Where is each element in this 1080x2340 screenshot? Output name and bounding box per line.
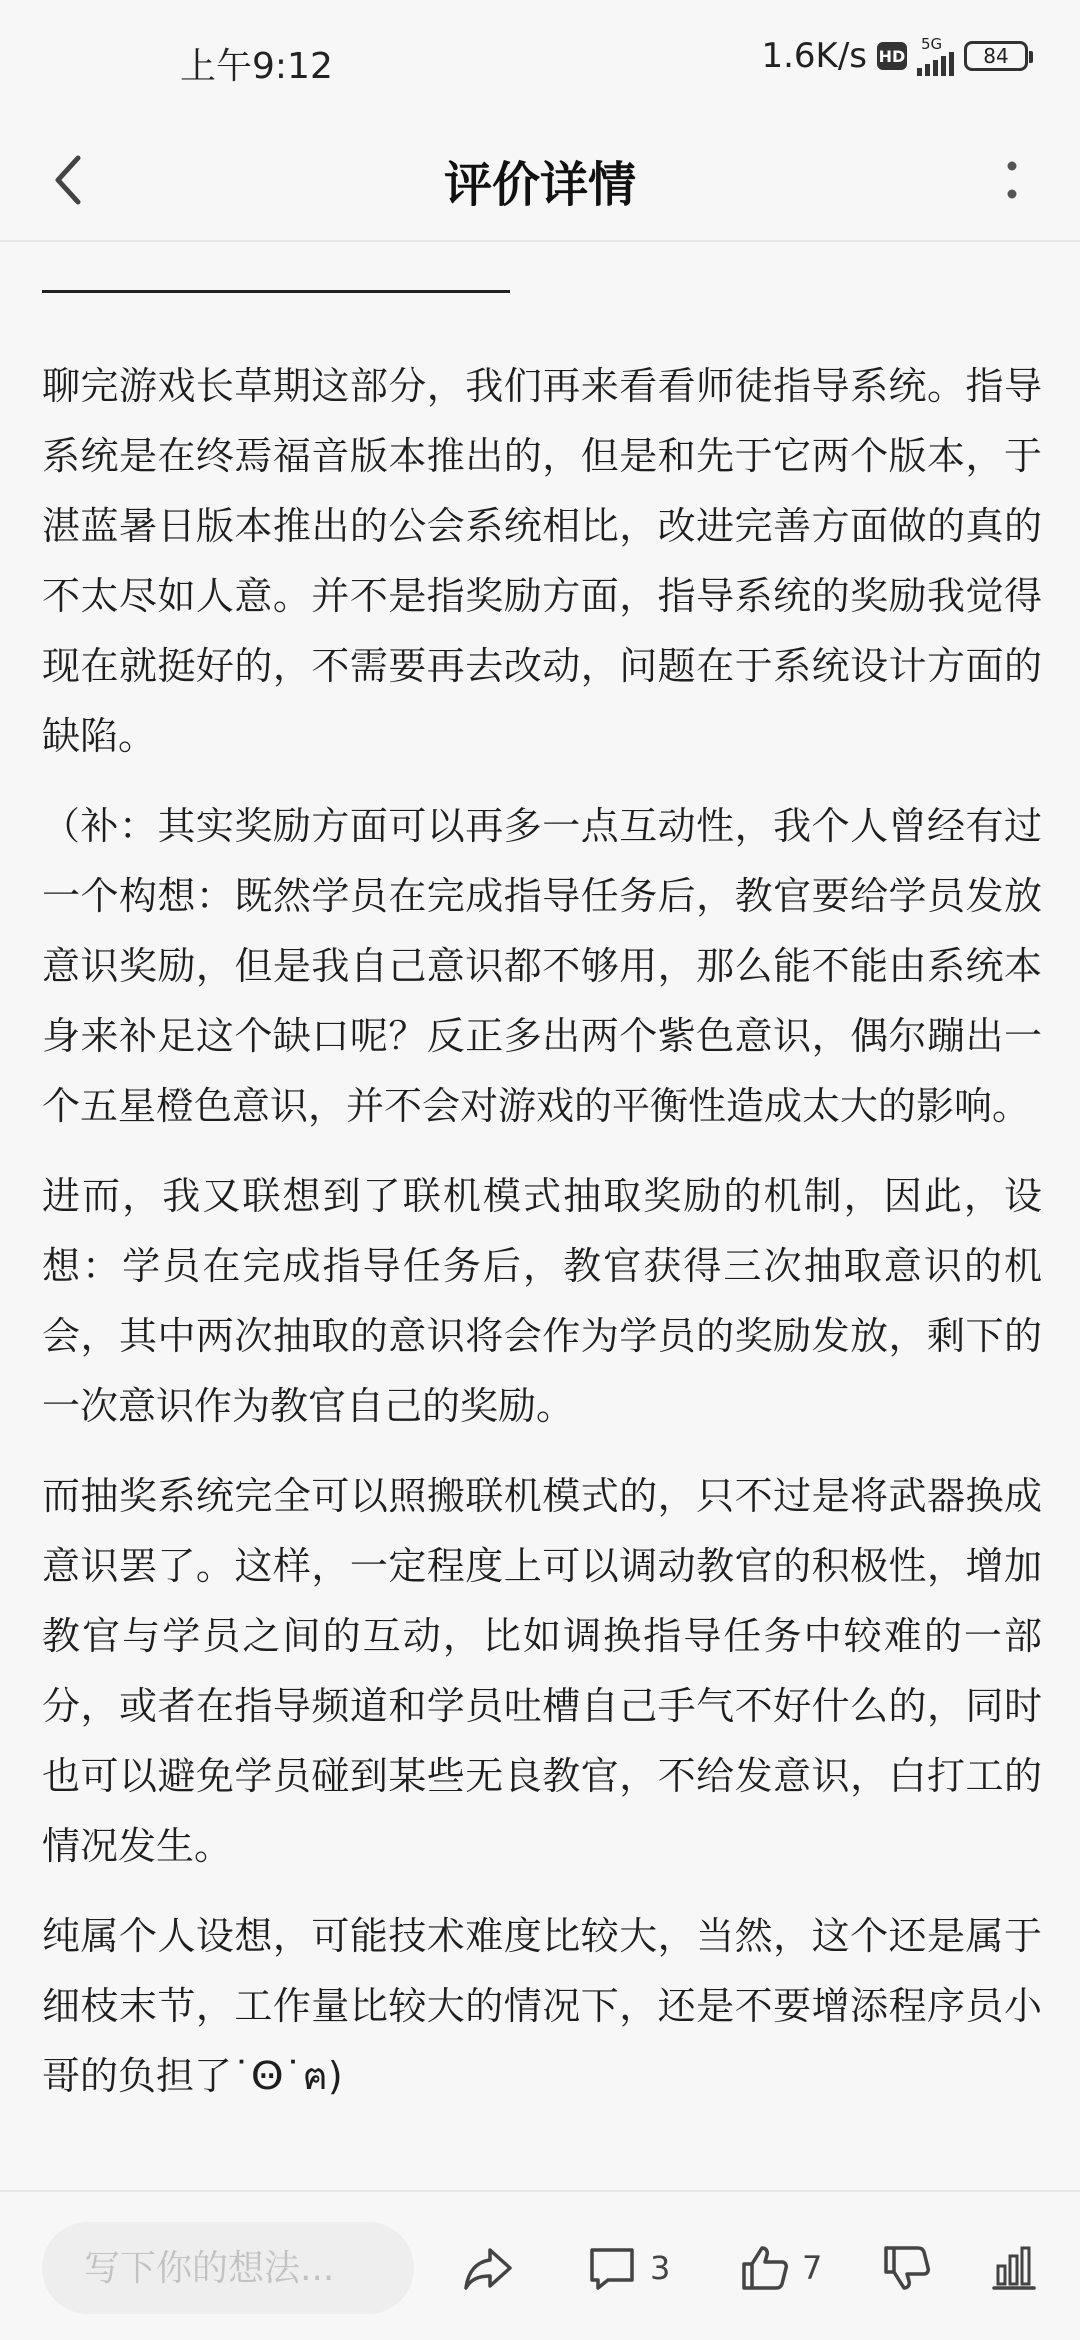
like-count: 7 xyxy=(802,2249,823,2287)
review-paragraph: 而抽奖系统完全可以照搬联机模式的，只不过是将武器换成意识罢了。这样，一定程度上可以调动教官的积极性，增加教官与学员之间的互动，比如调换指导任务中较难的一部分，或者在指导频道和学员吐槽自己手气不好什么的，同时也可以避免学员碰到某些无良教官，不给发意识，白打工的情况发生。 xyxy=(42,1474,1042,1868)
net-speed: 1.6K/s xyxy=(761,36,867,76)
status-indicators xyxy=(761,36,1028,76)
hd-icon: HD xyxy=(877,42,907,70)
review-paragraph: 进而，我又联想到了联机模式抽取奖励的机制，因此，设想：学员在完成指导任务后，教官获得三次抽取意识的机会，其中两次抽取的意识将会作为学员的奖励发放，剩下的一次意识作为教官自己的奖励。 xyxy=(42,1174,1042,1428)
dislike-button[interactable] xyxy=(880,2230,932,2306)
stats-button[interactable] xyxy=(990,2230,1038,2306)
bottom-action-bar xyxy=(0,2190,1080,2340)
bar-chart-icon xyxy=(990,2242,1038,2294)
battery-icon: 84 xyxy=(964,41,1028,71)
page-title: 评价详情 xyxy=(443,157,636,213)
signal-icon xyxy=(917,34,954,76)
share-button[interactable] xyxy=(460,2230,516,2306)
network-type: 5G xyxy=(921,34,943,53)
thumbs-up-icon xyxy=(738,2242,790,2294)
header xyxy=(0,120,1080,242)
comment-icon xyxy=(586,2242,638,2294)
comment-input[interactable] xyxy=(42,2222,414,2314)
comment-count: 3 xyxy=(650,2249,671,2287)
content-divider xyxy=(42,290,510,293)
like-button[interactable] xyxy=(738,2230,822,2306)
thumbs-down-icon xyxy=(880,2242,932,2294)
signal-bars xyxy=(917,52,954,76)
status-bar xyxy=(0,0,1080,120)
review-paragraph: （补：其实奖励方面可以再多一点互动性，我个人曾经有过一个构想：既然学员在完成指导任务后，教官要给学员发放意识奖励，但是我自己意识都不够用，那么能不能由系统本身来补足这个缺口呢？反正多出两个紫色意识，偶尔蹦出一个五星橙色意识，并不会对游戏的平衡性造成太大的影响。 xyxy=(42,804,1042,1128)
review-paragraph: 纯属个人设想，可能技术难度比较大，当然，这个还是属于细枝末节，工作量比较大的情况下，还是不要增添程序员小哥的负担了˙Ꙫ˙ฅ) xyxy=(42,1914,1042,2098)
review-paragraph: 聊完游戏长草期这部分，我们再来看看师徒指导系统。指导系统是在终焉福音版本推出的，但是和先于它两个版本，于湛蓝暑日版本推出的公会系统相比，改进完善方面做的真的不太尽如人意。并不是指奖励方面，指导系统的奖励我觉得现在就挺好的，不需要再去改动，问题在于系统设计方面的缺陷。 xyxy=(42,364,1042,758)
status-time: 上午9:12 xyxy=(180,46,333,87)
share-icon xyxy=(460,2240,516,2296)
comment-button[interactable] xyxy=(586,2230,670,2306)
review-content xyxy=(42,242,1042,2192)
more-vertical-icon xyxy=(1002,156,1022,204)
more-options-button[interactable] xyxy=(974,142,1050,218)
